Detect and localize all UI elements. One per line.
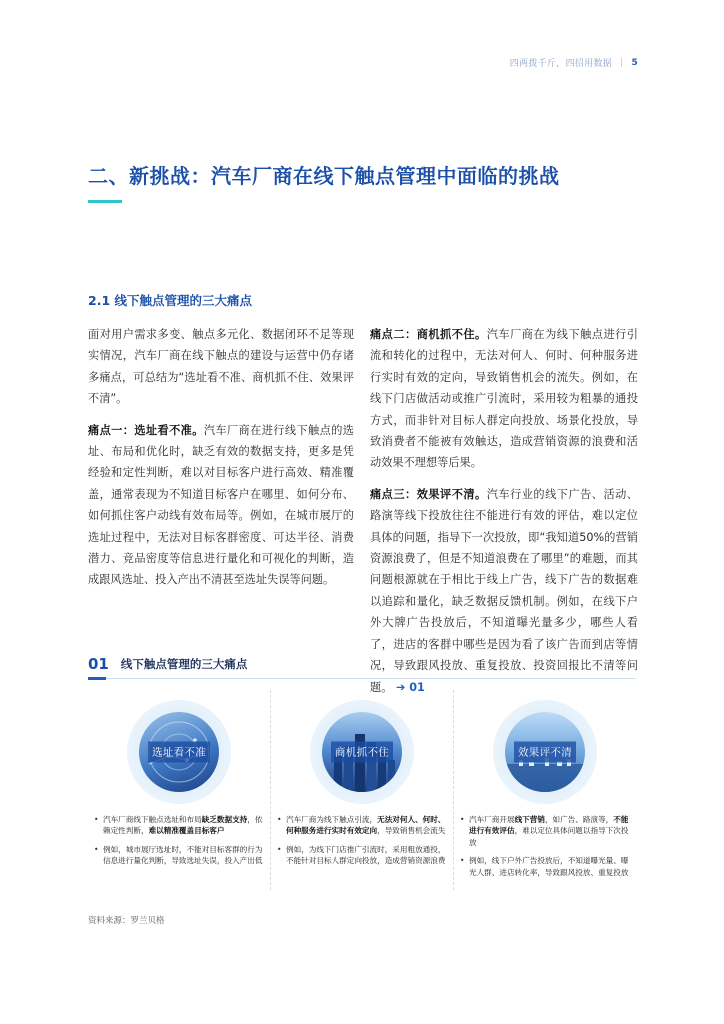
pain-card-site-selection	[88, 690, 271, 890]
card-image-circle	[127, 700, 231, 804]
section-title: 二、新挑战：汽车厂商在线下触点管理中面临的挑战	[88, 164, 560, 188]
header-tagline: 四两拨千斤，四招用数据	[509, 59, 613, 69]
figure-number: 01	[88, 655, 109, 673]
figure-header	[88, 655, 636, 673]
card-label: 选址看不准	[148, 742, 210, 763]
header-separator: |	[620, 57, 624, 68]
figure-divider-accent	[88, 677, 106, 680]
figure-reference-link[interactable]: ➔ 01	[395, 680, 425, 694]
figure-title: 线下触点管理的三大痛点	[120, 657, 248, 671]
card-bullet-list	[460, 814, 630, 885]
pain-point-3-label: 痛点三：效果评不清。	[370, 487, 487, 501]
pain-point-1-paragraph	[88, 420, 354, 591]
pain-card-opportunity	[271, 690, 454, 890]
intro-paragraph: 面对用户需求多变、触点多元化、数据闭环不足等现实情况，汽车厂商在线下触点的建设与运营中仍存诸多痛点，可总结为“选址看不准、商机抓不住、效果评不清”。	[88, 328, 354, 406]
card-bullet-list	[94, 814, 264, 874]
pain-point-2-paragraph	[370, 324, 638, 474]
pain-point-cards	[88, 690, 636, 890]
card-image-circle	[493, 700, 597, 804]
card-bullet: • 例如，城市展厅选址时，不能对目标客群的行为信息进行量化判断，导致选址失误，投入产出低	[94, 844, 264, 867]
card-image-circle	[310, 700, 414, 804]
card-bullet-list	[277, 814, 447, 874]
card-label: 效果评不清	[514, 742, 576, 763]
pain-point-1-label: 痛点一：选址看不准。	[88, 423, 204, 437]
text-column-left	[88, 324, 354, 601]
source-note: 资料来源：罗兰贝格	[88, 916, 165, 926]
title-underline	[88, 200, 122, 203]
card-label: 商机抓不住	[331, 742, 393, 763]
pain-point-1-text: 汽车厂商在进行线下触点的选址、布局和优化时，缺乏有效的数据支持，更多是凭经验和定性判断，难以对目标客户进行高效、精准覆盖，通常表现为不知道目标客户在哪里、如何分布、如何抓住客户动线有效布局等。例如，在城市展厅的选址过程中，无法对目标客群密度、可达半径、消费潜力、竞品密度等信息进行量化和可视化的判断，造成跟风选址、投入产出不清甚至选址失误等问题。	[88, 423, 354, 587]
card-bullet: • 汽车厂商为线下触点引流，无法对何人、何时、何种服务进行实时有效定向，导致销售机会流失	[277, 814, 447, 837]
pain-point-2-text: 汽车厂商在为线下触点进行引流和转化的过程中，无法对何人、何时、何种服务进行实时有效的定向，导致销售机会的流失。例如，在线下门店做活动或推广引流时，采用较为粗暴的通投方式，而非针对目标人群定向投放、场景化投放，导致消费者不能被有效触达，造成营销资源的浪费和活动效果不理想等后果。	[370, 328, 638, 470]
pain-card-effect-evaluation	[454, 690, 636, 890]
page-number: 5	[631, 57, 638, 68]
figure-divider	[88, 678, 636, 679]
pain-point-2-label: 痛点二：商机抓不住。	[370, 328, 487, 341]
card-bullet: • 例如，线下户外广告投放后，不知道曝光量、曝光人群、进店转化率，导致跟风投放、重复投放	[460, 855, 630, 878]
pain-point-3-text: 汽车行业的线下广告、活动、路演等线下投放往往不能进行有效的评估，难以定位具体的问题，指导下一次投放，即“我知道50%的营销资源浪费了，但是不知道浪费在了哪里”的难题，而其问题根源就在于相比于线上广告，线下广告的数据难以追踪和量化，缺乏数据反馈机制。例如，在线下户外大牌广告投放后，不知道曝光量多少，哪些人看了，进店的客群中哪些是因为看了该广告而到店等情况，导致跟风投放、重复投放、投资回报比不清等问题。	[370, 487, 638, 694]
subsection-title: 2.1 线下触点管理的三大痛点	[88, 293, 252, 308]
card-bullet: • 汽车厂商开展线下营销，如广告、路演等，不能进行有效评估，难以定位具体问题以指导下次投放	[460, 814, 630, 848]
text-column-right	[370, 324, 638, 708]
card-bullet: • 汽车厂商线下触点选址和布局缺乏数据支持，依赖定性判断，难以精准覆盖目标客户	[94, 814, 264, 837]
card-bullet: • 例如，为线下门店推广引流时，采用粗放通投，不能针对目标人群定向投放，造成营销资源浪费	[277, 844, 447, 867]
page-header	[510, 56, 638, 69]
